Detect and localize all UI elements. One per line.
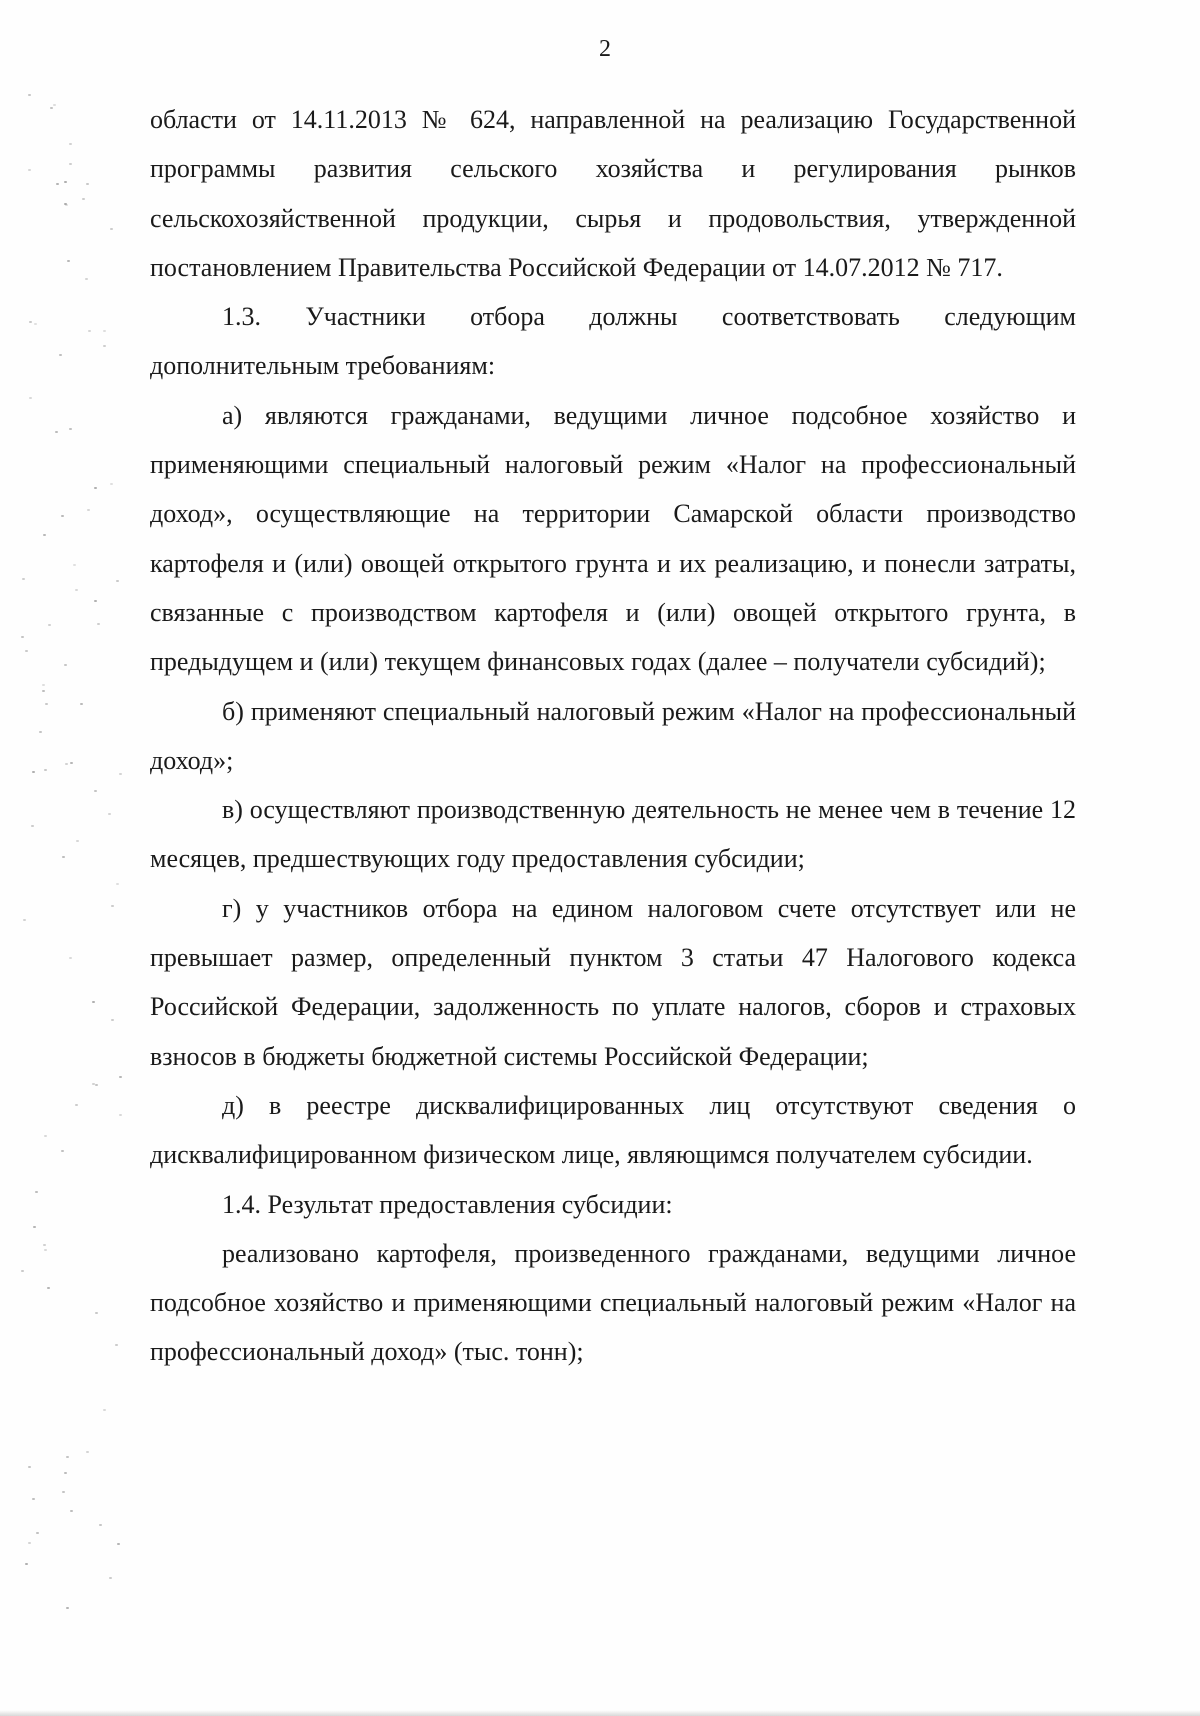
scan-speck bbox=[69, 957, 72, 959]
scan-speck bbox=[86, 1451, 89, 1453]
scan-speck bbox=[70, 762, 73, 764]
scan-speck bbox=[94, 790, 97, 792]
scan-speck bbox=[119, 773, 122, 775]
scan-speck bbox=[64, 664, 67, 666]
scan-speck bbox=[111, 905, 114, 907]
scan-speck bbox=[70, 1510, 73, 1512]
scan-speck bbox=[61, 1150, 64, 1152]
scan-speck bbox=[39, 731, 42, 733]
scan-speck bbox=[65, 763, 68, 765]
scan-speck bbox=[44, 1249, 47, 1251]
scan-speck bbox=[29, 321, 32, 323]
scan-speck bbox=[61, 515, 64, 517]
scan-speck bbox=[28, 94, 31, 96]
paragraph-1-3: 1.3. Участники отбора должны соответствовать следующим дополнительным требованиям: bbox=[150, 302, 1076, 381]
scan-speck bbox=[25, 650, 28, 652]
scan-speck bbox=[21, 636, 24, 638]
scan-speck bbox=[103, 345, 106, 347]
scan-speck bbox=[42, 684, 45, 686]
scan-speck bbox=[64, 181, 67, 183]
page-number: 2 bbox=[599, 36, 611, 62]
scan-speck bbox=[56, 183, 59, 185]
scan-bottom-edge bbox=[0, 1710, 1200, 1716]
document-body bbox=[150, 95, 1076, 1377]
paragraph-item-d: д) в реестре дисквалифицированных лиц отсутствуют сведения о дисквалифицированном физическом лице, являющимся получателем субсидии. bbox=[150, 1090, 1076, 1170]
scan-speck bbox=[103, 1409, 106, 1411]
scan-speck bbox=[25, 1563, 28, 1565]
scan-speck bbox=[42, 690, 45, 692]
paragraph-intro: области от 14.11.2013 № 624, направленной на реализацию Государственной программы развития сельского хозяйства и регулирования рынков сельскохозяйственной продукции, сырья и продовольствия, утвержденной постановлением Правительства Российской Федерации от 14.07.2012 № 717. bbox=[150, 105, 1076, 282]
scan-speck bbox=[117, 1543, 120, 1545]
scan-speck bbox=[44, 769, 47, 771]
scan-speck bbox=[23, 919, 26, 921]
scan-speck bbox=[47, 1287, 50, 1289]
scan-speck bbox=[110, 228, 113, 230]
scan-speck bbox=[94, 487, 97, 489]
scan-speck bbox=[116, 883, 119, 885]
scan-speck bbox=[95, 1312, 98, 1314]
scan-speck bbox=[28, 1466, 31, 1468]
scan-speck bbox=[55, 431, 58, 433]
paragraph-result: реализовано картофеля, произведенного гражданами, ведущими личное подсобное хозяйство и применяющими специальный налоговый режим «Налог на профессиональный доход» (тыс. тонн); bbox=[150, 1238, 1076, 1367]
paragraph-item-a: а) являются гражданами, ведущими личное подсобное хозяйство и применяющими специальный налоговый режим «Налог на профессиональный доход», осуществляющие на территории Самарской области производство картофеля и (или) овощей открытого грунта и их реализацию, и понесли затраты, связанные с производством картофеля и (или) овощей открытого грунта, в предыдущем и (или) текущем финансовых годах (далее – получатели субсидий); bbox=[150, 400, 1076, 677]
scan-speck bbox=[62, 856, 65, 858]
scan-speck bbox=[119, 1076, 122, 1078]
scan-speck bbox=[73, 564, 76, 566]
scan-speck bbox=[85, 278, 88, 280]
scan-speck bbox=[28, 1542, 31, 1544]
scan-speck bbox=[92, 1083, 95, 1085]
scan-speck bbox=[34, 323, 37, 325]
scan-speck bbox=[69, 143, 72, 145]
scan-speck bbox=[76, 840, 79, 842]
scan-speck bbox=[99, 1524, 102, 1526]
scan-speck bbox=[92, 1001, 95, 1003]
scan-speck bbox=[64, 1472, 67, 1474]
scan-speck bbox=[115, 1344, 118, 1346]
scan-speck bbox=[43, 534, 46, 536]
scan-speck bbox=[69, 163, 72, 165]
scan-speck bbox=[32, 771, 35, 773]
scan-speck bbox=[111, 1019, 114, 1021]
scan-speck bbox=[97, 623, 100, 625]
scan-speck bbox=[88, 330, 91, 332]
scan-speck bbox=[35, 1191, 38, 1193]
scan-speck bbox=[45, 703, 48, 705]
scan-speck bbox=[75, 1104, 78, 1106]
scan-speck bbox=[22, 578, 25, 580]
scan-speck bbox=[29, 397, 32, 399]
scan-speck bbox=[21, 1270, 24, 1272]
scan-speck bbox=[48, 624, 51, 626]
scan-speck bbox=[103, 330, 106, 332]
scan-speck bbox=[69, 428, 72, 430]
scan-speck bbox=[109, 1577, 112, 1579]
scan-speck bbox=[86, 183, 89, 185]
paragraph-item-v: в) осуществляют производственную деятельность не менее чем в течение 12 месяцев, предшествующих году предоставления субсидии; bbox=[150, 795, 1076, 874]
scan-speck bbox=[43, 1244, 46, 1246]
scan-speck bbox=[66, 1456, 69, 1458]
scan-speck bbox=[66, 1607, 69, 1609]
scan-speck bbox=[75, 589, 78, 591]
scan-speck bbox=[64, 203, 67, 205]
paragraph-1-4: 1.4. Результат предоставления субсидии: bbox=[222, 1189, 673, 1219]
scan-speck bbox=[32, 1498, 35, 1500]
scan-speck bbox=[87, 509, 90, 511]
scan-speck bbox=[94, 600, 97, 602]
scan-speck bbox=[50, 107, 53, 109]
scan-speck bbox=[53, 104, 56, 106]
scan-speck bbox=[59, 354, 62, 356]
scan-speck bbox=[36, 1532, 39, 1534]
scan-speck bbox=[110, 483, 113, 485]
scan-speck bbox=[67, 260, 70, 262]
scan-speck bbox=[33, 1226, 36, 1228]
scan-speck bbox=[95, 1084, 98, 1086]
paragraph-item-g: г) у участников отбора на едином налоговом счете отсутствует или не превышает размер, определенный пунктом 3 статьи 47 Налогового кодекса Российской Федерации, задолженность по уплате налогов, сборов и страховых взносов в бюджеты бюджетной системы Российской Федерации; bbox=[150, 893, 1076, 1071]
paragraph-item-b: б) применяют специальный налоговый режим «Налог на профессиональный доход»; bbox=[150, 696, 1076, 775]
scan-speck bbox=[119, 1114, 122, 1116]
scan-speck bbox=[82, 198, 85, 200]
scan-speck bbox=[44, 1135, 47, 1137]
scan-speck bbox=[28, 169, 31, 171]
scan-speck bbox=[108, 813, 111, 815]
scan-speck bbox=[80, 703, 83, 705]
scan-speck bbox=[31, 825, 34, 827]
scan-speck bbox=[116, 580, 119, 582]
scan-speck bbox=[62, 1491, 65, 1493]
